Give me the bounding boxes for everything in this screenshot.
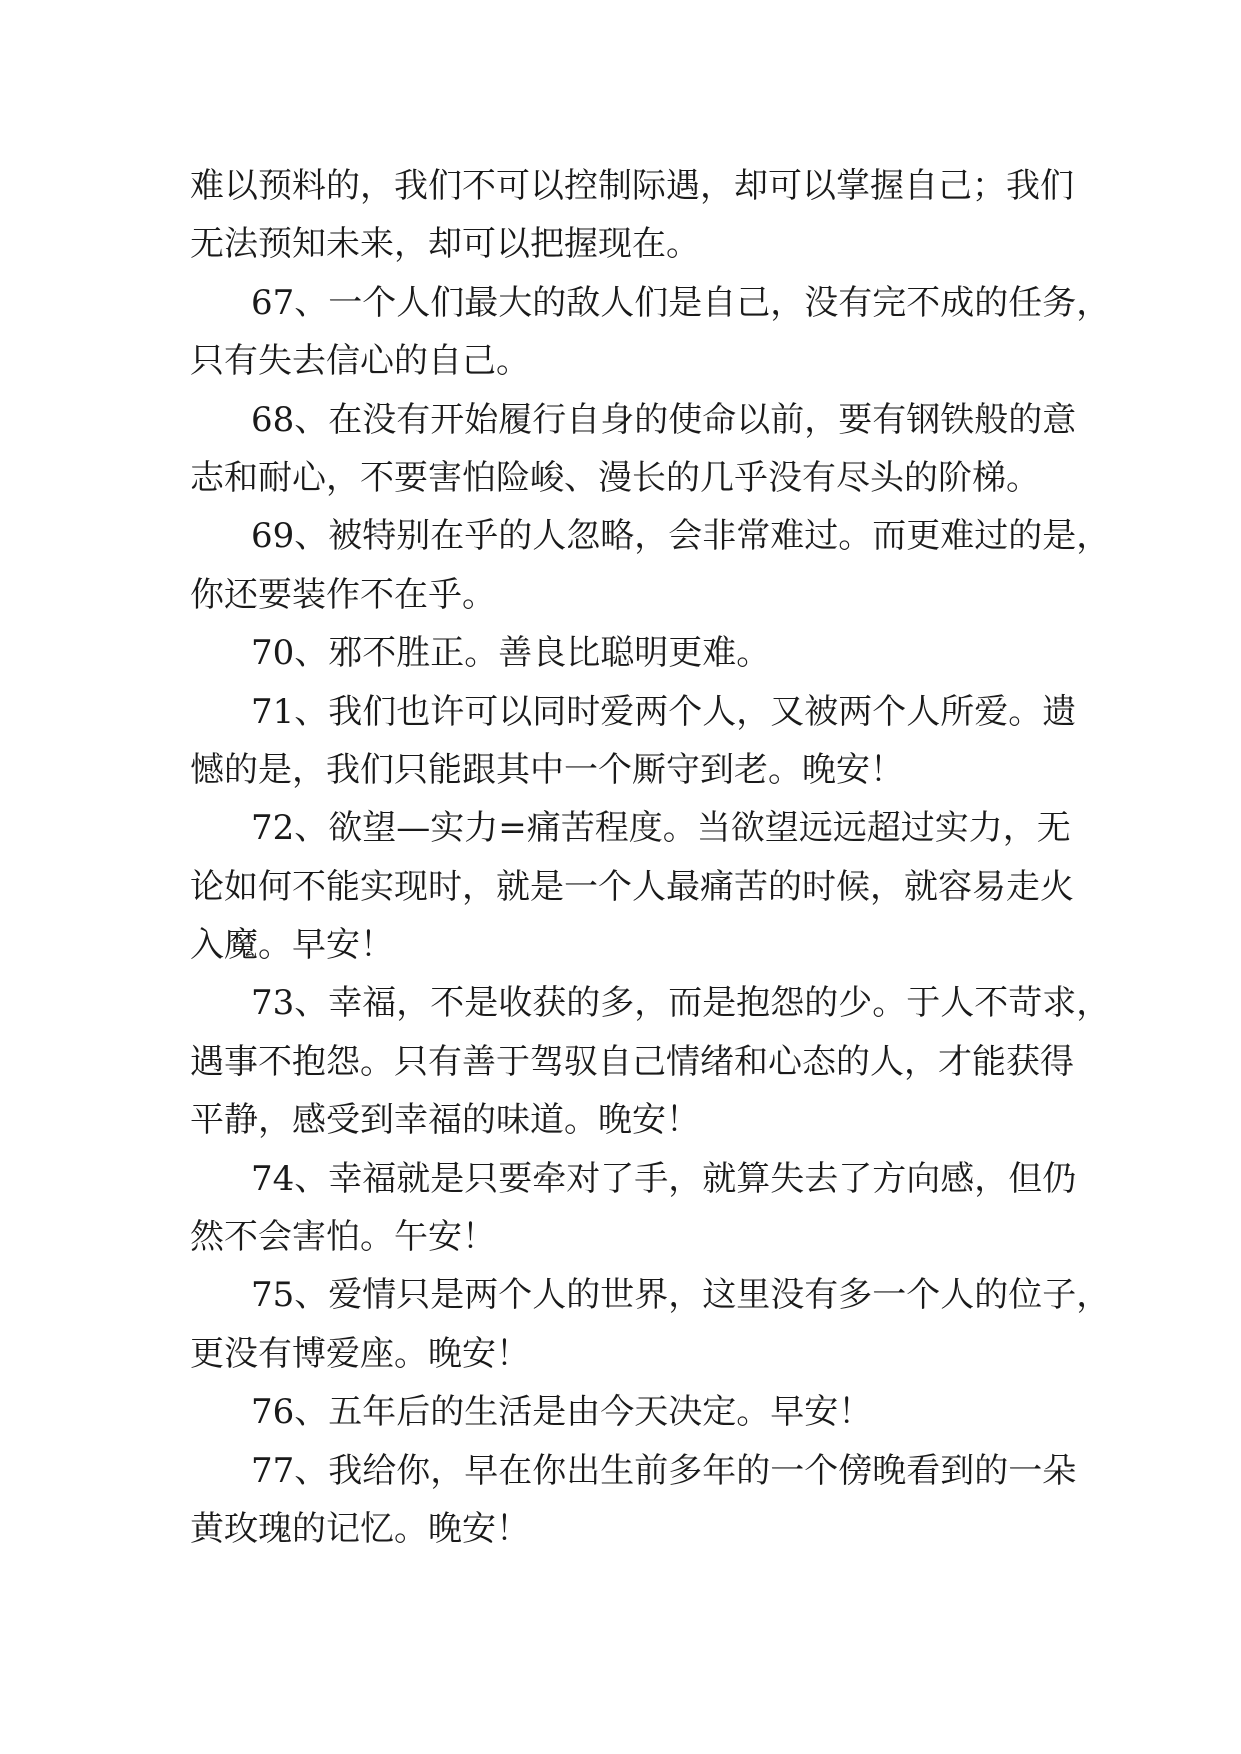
text-line: 70、邪不胜正。善良比聪明更难。 bbox=[251, 633, 771, 674]
text-line: 71、我们也许可以同时爱两个人，又被两个人所爱。遗 bbox=[251, 691, 1077, 732]
text-line: 77、我给你，早在你出生前多年的一个傍晚看到的一朵 bbox=[251, 1450, 1077, 1491]
text-line: 只有失去信心的自己。 bbox=[190, 341, 530, 382]
text-line: 68、在没有开始履行自身的使命以前，要有钢铁般的意 bbox=[251, 399, 1077, 440]
text-line: 75、爱情只是两个人的世界，这里没有多一个人的位子， bbox=[251, 1275, 1111, 1316]
text-line: 志和耐心，不要害怕险峻、漫长的几乎没有尽头的阶梯。 bbox=[190, 457, 1040, 498]
text-line: 更没有博爱座。晚安！ bbox=[190, 1333, 530, 1374]
text-line: 73、幸福，不是收获的多，而是抱怨的少。于人不苛求， bbox=[251, 983, 1111, 1024]
text-line: 74、幸福就是只要牵对了手，就算失去了方向感，但仍 bbox=[251, 1158, 1077, 1199]
text-line: 然不会害怕。午安！ bbox=[190, 1217, 496, 1258]
text-line: 平静，感受到幸福的味道。晚安！ bbox=[190, 1100, 700, 1141]
text-line: 憾的是，我们只能跟其中一个厮守到老。晚安！ bbox=[190, 749, 904, 790]
text-line: 难以预料的，我们不可以控制际遇，却可以掌握自己；我们 bbox=[190, 166, 1074, 206]
text-line: 72、欲望—实力=痛苦程度。当欲望远远超过实力，无 bbox=[251, 808, 1071, 849]
document-body bbox=[190, 157, 1111, 1558]
text-line: 76、五年后的生活是由今天决定。早安！ bbox=[251, 1392, 873, 1433]
text-line: 你还要装作不在乎。 bbox=[190, 574, 496, 615]
text-line: 67、一个人们最大的敌人们是自己，没有完不成的任务， bbox=[251, 282, 1111, 323]
text-line: 论如何不能实现时，就是一个人最痛苦的时候，就容易走火 bbox=[190, 866, 1074, 907]
text-line: 遇事不抱怨。只有善于驾驭自己情绪和心态的人，才能获得 bbox=[190, 1041, 1074, 1082]
text-line: 入魔。早安！ bbox=[190, 925, 394, 966]
text-line: 69、被特别在乎的人忽略，会非常难过。而更难过的是， bbox=[251, 516, 1111, 557]
text-line: 无法预知未来，却可以把握现在。 bbox=[190, 224, 700, 265]
text-line: 黄玫瑰的记忆。晚安！ bbox=[190, 1508, 530, 1549]
